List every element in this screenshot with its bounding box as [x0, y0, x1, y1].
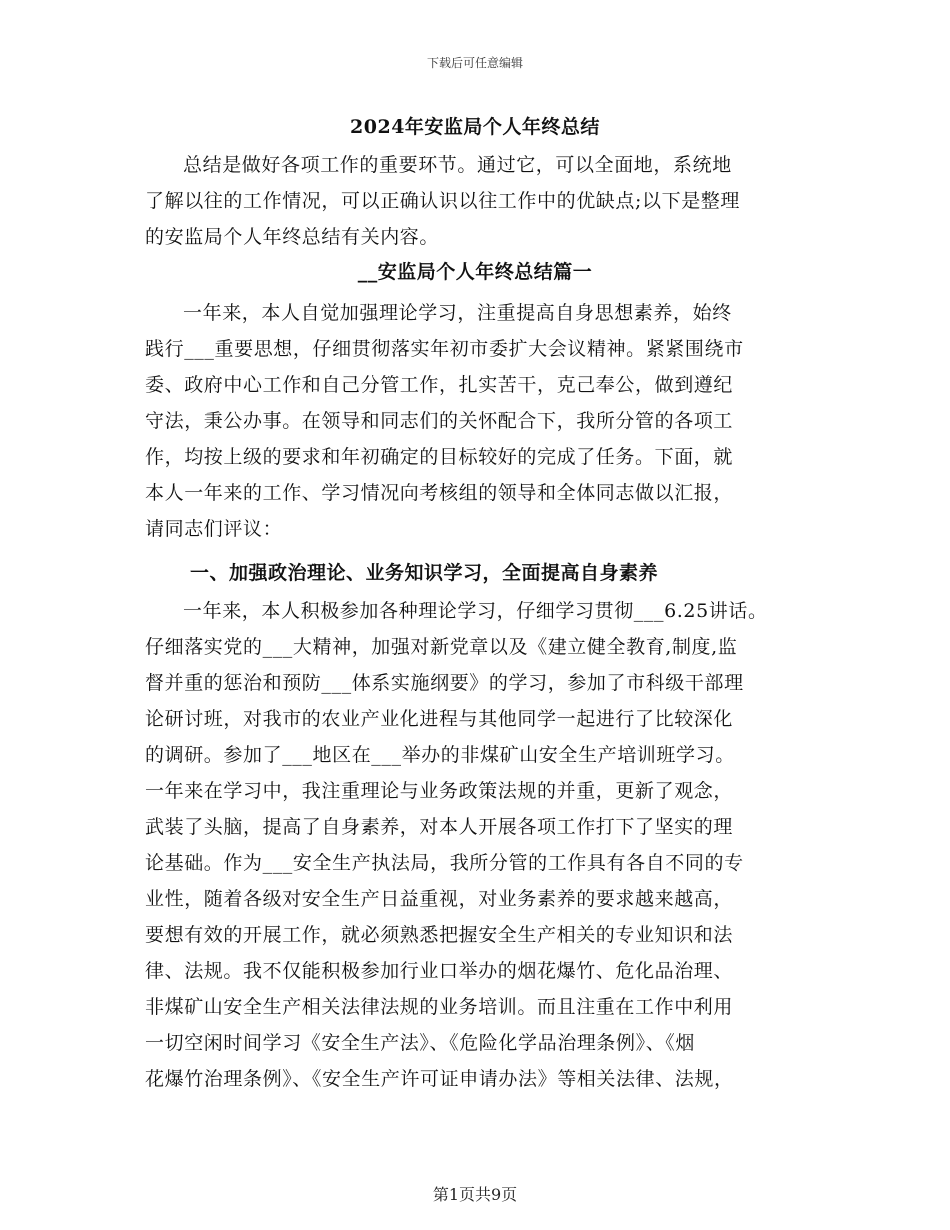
- intro-line: 的安监局个人年终总结有关内容。: [145, 226, 440, 248]
- paragraph-line: 委、政府中心工作和自己分管工作，扎实苦干，克己奉公，做到遵纪: [145, 374, 734, 396]
- paragraph-line: 一年来，本人积极参加各种理论学习，仔细学习贯彻___6.25讲话。: [183, 600, 768, 622]
- paragraph-line: 请同志们评议：: [145, 518, 283, 540]
- paragraph-line: 作，均按上级的要求和年初确定的目标较好的完成了任务。下面，就: [145, 446, 734, 468]
- paragraph-line: 本人一年来的工作、学习情况向考核组的领导和全体同志做以汇报，: [145, 482, 734, 504]
- paragraph-line: 论基础。作为___安全生产执法局，我所分管的工作具有各自不同的专: [145, 852, 744, 874]
- paragraph-line: 要想有效的开展工作，就必须熟悉把握安全生产相关的专业知识和法: [145, 924, 734, 946]
- section-title: __安监局个人年终总结篇一: [357, 261, 593, 283]
- paragraph-line: 的调研。参加了___地区在___举办的非煤矿山安全生产培训班学习。: [145, 744, 735, 766]
- paragraph-line: 非煤矿山安全生产相关法律法规的业务培训。而且注重在工作中利用: [145, 996, 734, 1018]
- page-number: 第1页共9页: [432, 1185, 518, 1204]
- document-title: 2024年安监局个人年终总结: [350, 116, 600, 138]
- paragraph-line: 一切空闲时间学习《安全生产法》、《危险化学品治理条例》、《烟: [145, 1032, 696, 1054]
- intro-line: 了解以往的工作情况，可以正确认识以往工作中的优缺点;以下是整理: [145, 190, 741, 212]
- paragraph-line: 律、法规。我不仅能积极参加行业口举办的烟花爆竹、危化品治理、: [145, 960, 734, 982]
- paragraph-line: 武装了头脑，提高了自身素养，对本人开展各项工作打下了坚实的理: [145, 816, 734, 838]
- paragraph-line: 论研讨班，对我市的农业产业化进程与其他同学一起进行了比较深化: [145, 708, 734, 730]
- paragraph-line: 一年来在学习中，我注重理论与业务政策法规的并重，更新了观念，: [145, 780, 734, 802]
- paragraph-line: 业性，随着各级对安全生产日益重视，对业务素养的要求越来越高，: [145, 888, 734, 910]
- paragraph-line: 践行___重要思想，仔细贯彻落实年初市委扩大会议精神。紧紧围绕市: [145, 338, 744, 360]
- paragraph-line: 督并重的惩治和预防___体系实施纲要》的学习，参加了市科级干部理: [145, 672, 744, 694]
- intro-line: 总结是做好各项工作的重要环节。通过它，可以全面地，系统地: [183, 154, 732, 176]
- paragraph-line: 仔细落实党的___大精神，加强对新党章以及《建立健全教育,制度,监: [145, 636, 738, 658]
- page-header-note: 下载后可任意编辑: [426, 56, 523, 70]
- paragraph-line: 一年来，本人自觉加强理论学习，注重提高自身思想素养，始终: [183, 302, 732, 324]
- subheading: 一、加强政治理论、业务知识学习，全面提高自身素养: [190, 562, 659, 584]
- paragraph-line: 守法，秉公办事。在领导和同志们的关怀配合下，我所分管的各项工: [145, 410, 734, 432]
- paragraph-line: 花爆竹治理条例》、《安全生产许可证申请办法》等相关法律、法规，: [145, 1068, 734, 1090]
